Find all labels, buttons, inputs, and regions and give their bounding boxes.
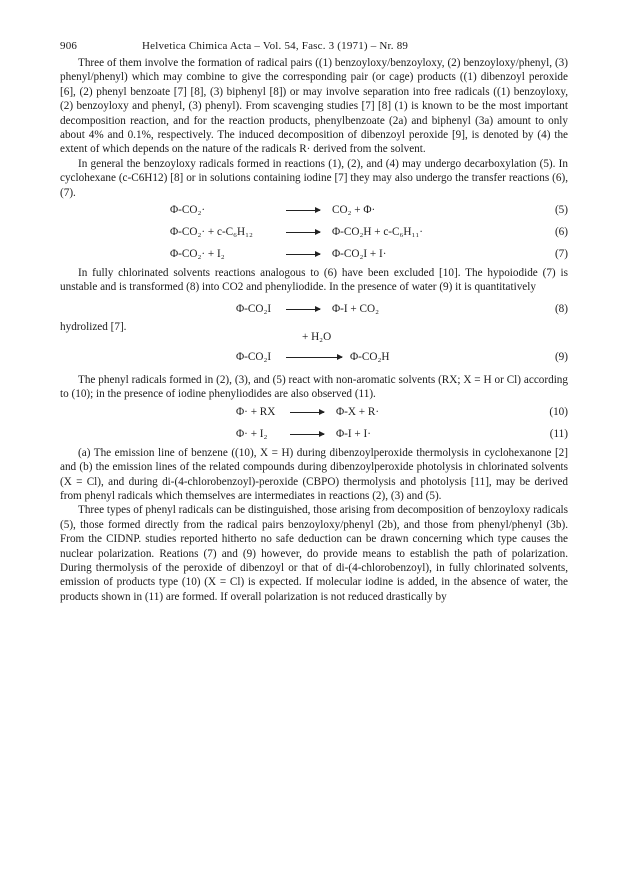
running-header bbox=[60, 40, 568, 56]
equation-5: Φ-CO₂· CO₂ + Φ· (5) bbox=[170, 204, 568, 217]
paragraph-radical-pairs: Three of them involve the formation of radical pairs ((1) benzoyloxy/benzoyloxy, (2) benzoyloxy/phenyl, (3) phenyl/phenyl) which may combine to give the corresponding pair (or cage) products ((1) dibenzoyl peroxide [6], (2) phenyl benzoate [7] [8], (3) biphenyl [8]) or may involve separation into free radicals ((1) benzoyloxy, (2) benzoyloxy and phenyl, (3) phenyl). From scavenging studies [7] [8] (1) is known to be the most important decomposition reaction, and for the reaction products, phenylbenzoate (2a) and biphenyl (3a) amount to only about 4% and 0.1%, respectively. The induced decomposition of dibenzoyl peroxide [9], is denoted by (4) the extent of which depends on the nature of the radicals R· derived from the solvent. bbox=[60, 57, 568, 156]
equation-number: (10) bbox=[549, 405, 568, 418]
equation-9-right: Φ-CO₂H bbox=[350, 350, 390, 363]
paragraph-three-types: Three types of phenyl radicals can be distinguished, those arising from decomposition of benzoyloxy radicals (5), those formed directly from the radical pairs benzoyloxy/phenyl (2b), and those from phenyl/phenyl (3b). From the CIDNP. studies reported hitherto no safe deduction can be drawn concerning which type causes the nuclear polarization. Reations (7) and (9) however, do provide means to establish the path of polarization. During thermolysis of the peroxide of dibenzoyl or that of di-(4-chlorobenzoyl), in fully chlorinated solvents, emission of products type (10) (X = Cl) is expected. If molecular iodine is added, in the absence of water, the products shown in (11) are formed. If overall polarization is not reduced drastically by bbox=[60, 504, 568, 603]
reaction-arrow bbox=[286, 204, 320, 216]
reaction-arrow bbox=[286, 226, 320, 238]
equation-10: Φ· + RX Φ-X + R· (10) bbox=[236, 405, 568, 418]
reaction-arrow bbox=[286, 351, 342, 363]
equation-8-left: Φ-CO₂I bbox=[236, 302, 272, 315]
equation-number: (9) bbox=[554, 350, 568, 363]
reaction-arrow bbox=[290, 428, 324, 440]
equation-6: Φ-CO₂· + c-C₆H₁₂ Φ-CO₂H + c-C₆H₁₁· (6) bbox=[170, 226, 568, 239]
equation-number: (11) bbox=[549, 427, 568, 440]
page-number: 906 bbox=[60, 40, 78, 52]
equation-number: (5) bbox=[554, 204, 568, 217]
paragraph-decarboxylation: In general the benzoyloxy radicals formed in reactions (1), (2), and (4) may undergo decarboxylation (5). In cyclohexane (c-C6H12) [8] or in solutions containing iodine [7] they may also undergo the transfer reactions (6), (7). bbox=[60, 157, 568, 199]
hydrolized-text: hydrolized [7]. bbox=[60, 320, 127, 333]
equation-11: Φ· + I₂ Φ-I + I· (11) bbox=[236, 427, 568, 440]
paragraph-emission-lines: (a) The emission line of benzene ((10), X = H) during dibenzoylperoxide thermolysis in cyclohexanone [2] and (b) the emission lines of the related compounds during dibenzoylperoxide photolysis in chlorinated solvents (X = Cl), and during di-(4-chlorobenzoyl)-peroxide (CBPO) thermolysis and photolysis [11], may be derived from phenyl radicals which themselves are intermediates in reactions (2), (3) and (5). bbox=[60, 446, 568, 502]
equation-number: (8) bbox=[554, 302, 568, 315]
equation-number: (7) bbox=[554, 248, 568, 261]
reaction-arrow bbox=[290, 406, 324, 418]
equations-8-9 bbox=[60, 295, 568, 373]
equation-9-reagent: + H₂O bbox=[302, 330, 332, 343]
equation-7: Φ-CO₂· + I₂ Φ-CO₂I + I· (7) bbox=[170, 248, 568, 261]
equation-9-left: Φ-CO₂I bbox=[236, 350, 272, 363]
reaction-arrow bbox=[286, 248, 320, 260]
paragraph-phenyl-radicals: The phenyl radicals formed in (2), (3), and (5) react with non-aromatic solvents (RX; X = H or Cl) according to (10); in the presence of iodine phenyliodides are also observed (11). bbox=[60, 373, 568, 401]
running-title: Helvetica Chimica Acta – Vol. 54, Fasc. 3 (1971) – Nr. 89 bbox=[142, 40, 409, 52]
paragraph-hypoiodide: In fully chlorinated solvents reactions analogous to (6) have been excluded [10]. The hypoiodide (7) is unstable and is transformed (8) into CO2 and phenyliodide. In the presence of water (9) it is quantitatively bbox=[60, 267, 568, 294]
reaction-arrow bbox=[286, 303, 320, 315]
equation-number: (6) bbox=[554, 226, 568, 239]
equation-8-right: Φ-I + CO₂ bbox=[332, 302, 379, 315]
journal-page bbox=[60, 40, 568, 604]
